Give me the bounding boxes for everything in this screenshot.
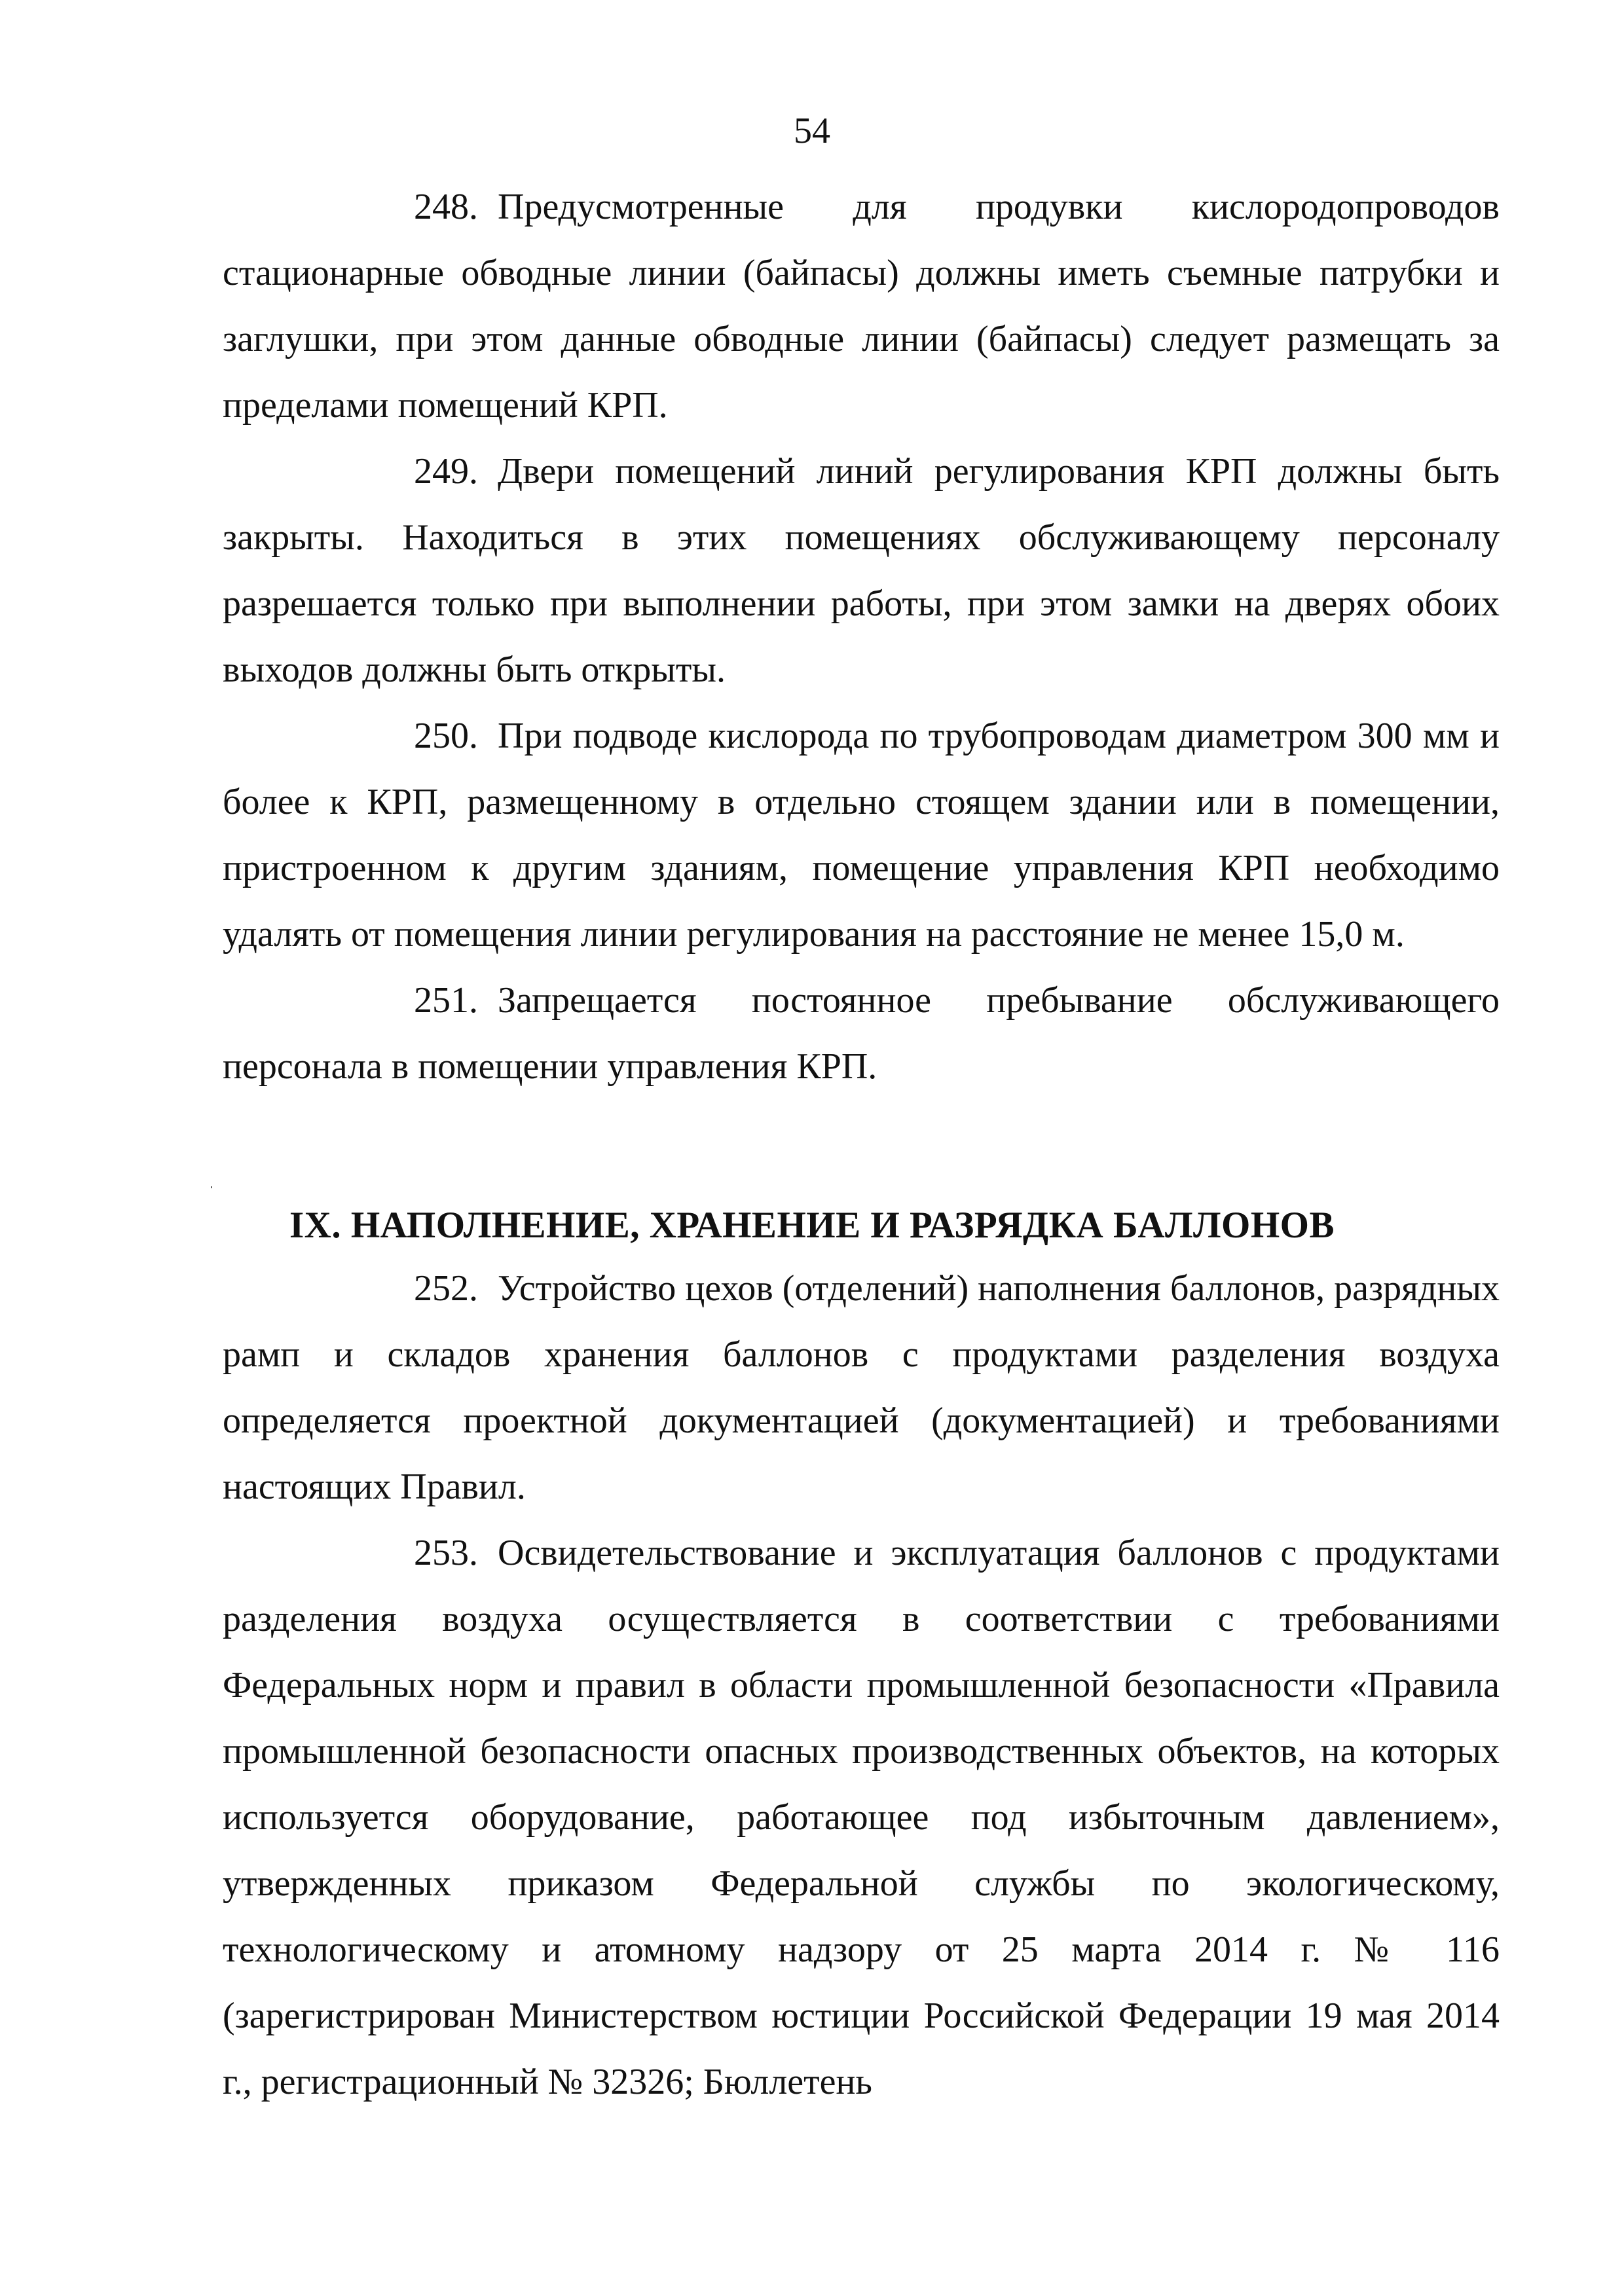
paragraph-text: При подводе кислорода по трубопроводам диаметром 300 мм и более к КРП, размещенному в отдельно стоящем здании или в помещении, пристроенном к другим зданиям, помещение управления КРП необходимо удалять от помещения линии регулирования на расстояние не менее 15,0 м. bbox=[223, 716, 1500, 955]
paragraph-text: Двери помещений линий регулирования КРП должны быть закрыты. Находиться в этих помещениях обслуживающему персоналу разрешается только при выполнении работы, при этом замки на дверях обоих выходов должны быть открыты. bbox=[223, 451, 1500, 690]
paragraph-249 bbox=[223, 439, 1500, 703]
scan-speck bbox=[211, 1186, 212, 1188]
document-body-bottom bbox=[223, 1256, 1500, 2115]
paragraph-252 bbox=[223, 1256, 1500, 1520]
paragraph-number: 249. bbox=[414, 451, 478, 492]
paragraph-253 bbox=[223, 1520, 1500, 2115]
page-number: 54 bbox=[794, 111, 830, 151]
paragraph-248 bbox=[223, 174, 1500, 439]
paragraph-number: 250. bbox=[414, 716, 478, 756]
section-heading: IX. НАПОЛНЕНИЕ, ХРАНЕНИЕ И РАЗРЯДКА БАЛЛОНОВ bbox=[289, 1205, 1335, 1247]
paragraph-number: 252. bbox=[414, 1268, 478, 1309]
paragraph-251 bbox=[223, 968, 1500, 1100]
paragraph-250 bbox=[223, 703, 1500, 968]
paragraph-number: 251. bbox=[414, 980, 478, 1021]
document-body-top bbox=[223, 174, 1500, 1100]
paragraph-text: Запрещается постоянное пребывание обслуживающего персонала в помещении управления КРП. bbox=[223, 980, 1500, 1087]
paragraph-text: Освидетельствование и эксплуатация баллонов с продуктами разделения воздуха осуществляется в соответствии с требованиями Федеральных норм и правил в области промышленной безопасности «Правила промышленной безопасности опасных производственных объектов, на которых используется оборудование, работающее под избыточным давлением», утвержденных приказом Федеральной службы по экологическому, технологическому и атомному надзору от 25 марта 2014 г. № 116 (зарегистрирован Министерством юстиции Российской Федерации 19 мая 2014 г., регистрационный № 32326; Бюллетень bbox=[223, 1533, 1500, 2102]
paragraph-text: Устройство цехов (отделений) наполнения баллонов, разрядных рамп и складов хранения баллонов с продуктами разделения воздуха определяется проектной документацией (документацией) и требованиями настоящих Правил. bbox=[223, 1268, 1500, 1507]
paragraph-number: 253. bbox=[414, 1533, 478, 1573]
paragraph-number: 248. bbox=[414, 187, 478, 227]
paragraph-text: Предусмотренные для продувки кислородопроводов стационарные обводные линии (байпасы) должны иметь съемные патрубки и заглушки, при этом данные обводные линии (байпасы) следует размещать за пределами помещений КРП. bbox=[223, 187, 1500, 426]
